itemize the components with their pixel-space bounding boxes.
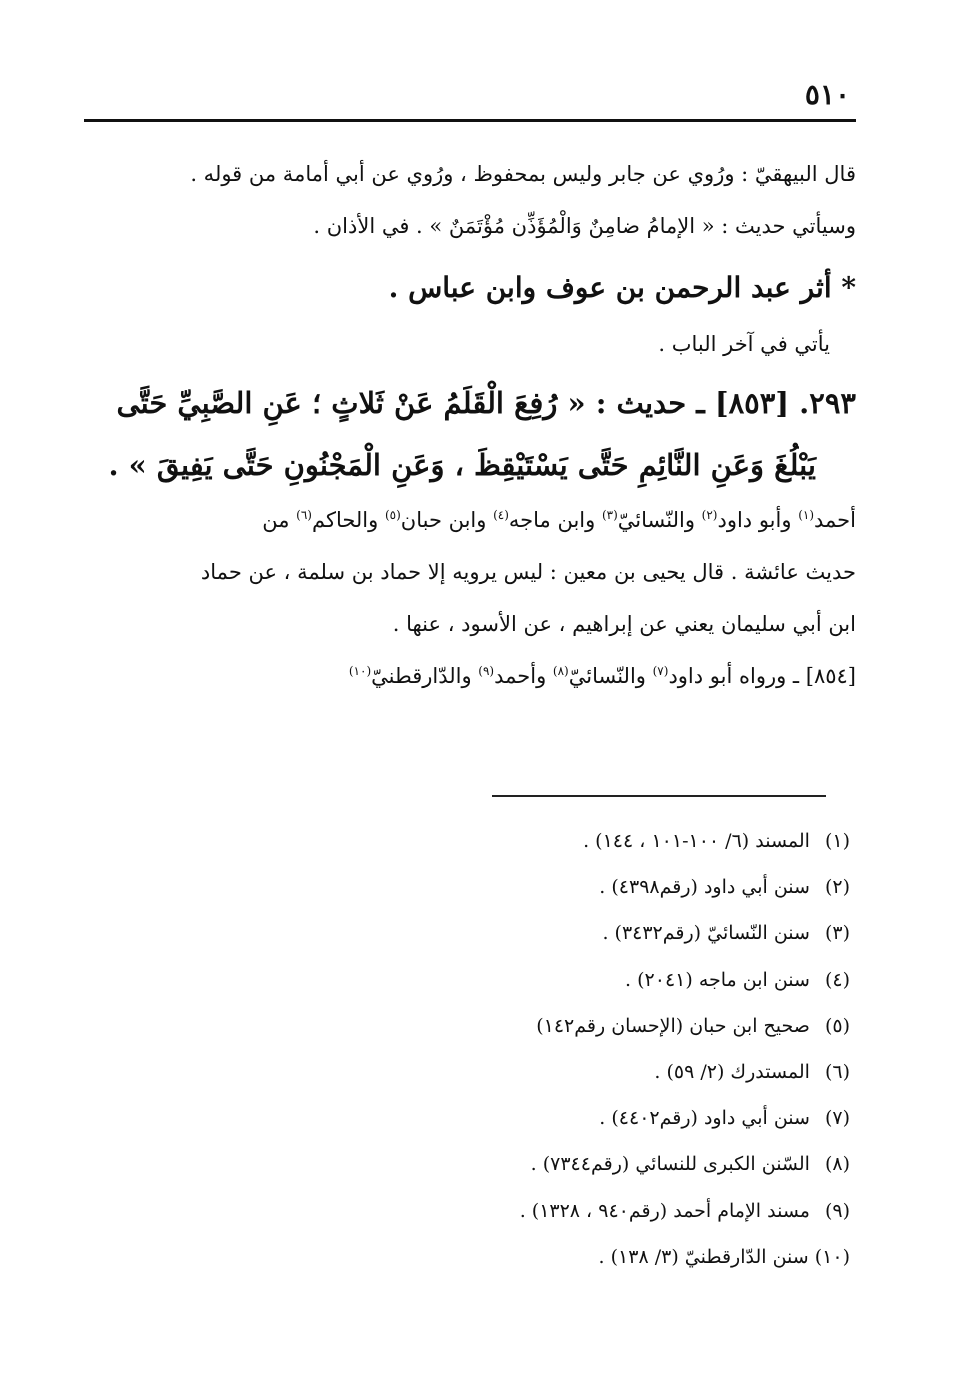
sources-line	[84, 494, 856, 546]
footnote-text: سنن ابن ماجه (٢٠٤١) .	[625, 968, 810, 991]
footnote-text: المستدرك (٢/ ٥٩) .	[654, 1061, 810, 1084]
footnote-ref: (١)	[798, 508, 815, 522]
footnote-item	[150, 1003, 850, 1049]
footnote-text: سنن أبي داود (رقم٤٣٩٨) .	[599, 876, 810, 899]
source-name: والنّسائيّ	[568, 664, 653, 688]
sources-line: حديث عائشة . قال يحيى بن معين : ليس يرويه إلا حماد بن سلمة ، عن حماد	[200, 560, 856, 584]
footnote-item	[150, 957, 850, 1003]
source-name: والدّارقطنيّ	[371, 664, 479, 688]
footnote-number: (٩)	[824, 1199, 850, 1222]
footnote-text: سنن النّسائيّ (رقم٣٤٣٢) .	[602, 922, 810, 945]
footnote-separator	[492, 795, 826, 797]
source-name: وأبو داود	[717, 508, 799, 532]
main-text	[84, 148, 856, 702]
footnote-ref: (٤)	[493, 508, 509, 522]
line-lead: [٨٥٤] ـ ورواه أبو داود	[668, 664, 856, 688]
sources-line: ابن أبي سليمان يعني عن إبراهيم ، عن الأسود ، عنها .	[392, 612, 856, 636]
footnote-number: (١٠)	[814, 1245, 850, 1268]
footnote-text: المسند (٦/ ١٠٠-١٠١ ، ١٤٤) .	[583, 830, 810, 852]
line-tail: من	[262, 508, 297, 532]
footnote-item	[150, 1141, 850, 1187]
hadith-title-line: يَبْلُغَ وَعَنِ النَّائِمِ حَتَّى يَسْتَيْقِظَ ، وَعَنِ الْمَجْنُونِ حَتَّى يَفِيقَ » .	[108, 448, 816, 482]
source-name: والحاكم	[311, 508, 385, 532]
paragraph-line: قال البيهقيّ : ورُوي عن جابر وليس بمحفوظ ، ورُوي عن أبي أمامة من قوله .	[190, 162, 856, 186]
footnote-item	[150, 1234, 850, 1280]
footnote-number: (١)	[824, 830, 850, 852]
footnote-ref: (٦)	[296, 508, 312, 522]
footnote-ref: (٩)	[478, 664, 495, 678]
source-name: وابن حبان	[400, 508, 494, 532]
footnote-number: (٤)	[824, 968, 850, 991]
source-name: أحمد	[814, 508, 856, 532]
footnote-item	[150, 864, 850, 910]
source-name: وابن ماجه	[508, 508, 602, 532]
footnote-item	[150, 1188, 850, 1234]
heading-note: يأتي في آخر الباب .	[658, 332, 830, 356]
footnote-ref: (٣)	[601, 508, 618, 522]
footnote-text: السّنن الكبرى للنسائي (رقم٧٣٤٤) .	[530, 1153, 810, 1176]
footnote-item	[150, 818, 850, 864]
footnote-text: مسند الإمام أحمد (رقم٩٤٠ ، ١٣٢٨) .	[519, 1199, 810, 1222]
footnote-number: (٧)	[824, 1107, 850, 1130]
footnote-text: سنن أبي داود (رقم٤٤٠٢) .	[599, 1107, 810, 1130]
footnote-item	[150, 1049, 850, 1095]
source-name: وأحمد	[494, 664, 553, 688]
footnote-text: صحيح ابن حبان (الإحسان رقم١٤٢)	[536, 1014, 810, 1037]
source-name: والنّسائيّ	[617, 508, 702, 532]
footnote-ref: (١٠)	[348, 664, 372, 678]
sources-line	[84, 650, 856, 702]
footnote-ref: (٢)	[701, 508, 718, 522]
section-heading: * أثر عبد الرحمن بن عوف وابن عباس .	[388, 271, 856, 304]
page-number: ٥١٠	[804, 78, 850, 111]
footnote-ref: (٥)	[384, 508, 401, 522]
paragraph-line: وسيأتي حديث : « الإمامُ ضامِنٌ وَالْمُؤَذِّن مُؤْتَمَنٌ » . في الأذان .	[313, 214, 856, 238]
footnote-ref: (٧)	[652, 664, 669, 678]
footnote-ref: (٨)	[552, 664, 569, 678]
header-rule	[84, 119, 856, 122]
footnotes-list	[150, 818, 850, 1280]
hadith-title-line: ٢٩٣. [٨٥٣] ـ حديث : « رُفِعَ الْقَلَمُ عَنْ ثَلاثٍ ؛ عَنِ الصَّبِيِّ حَتَّى	[116, 386, 856, 420]
footnote-number: (٣)	[824, 922, 850, 945]
footnote-text: سنن الدّارقطنيّ (٣/ ١٣٨) .	[598, 1245, 809, 1268]
footnote-number: (٦)	[824, 1061, 850, 1084]
footnote-number: (٨)	[824, 1153, 850, 1176]
footnote-item	[150, 910, 850, 956]
footnote-item	[150, 1095, 850, 1141]
footnote-number: (٢)	[824, 876, 850, 899]
footnote-number: (٥)	[824, 1014, 850, 1037]
